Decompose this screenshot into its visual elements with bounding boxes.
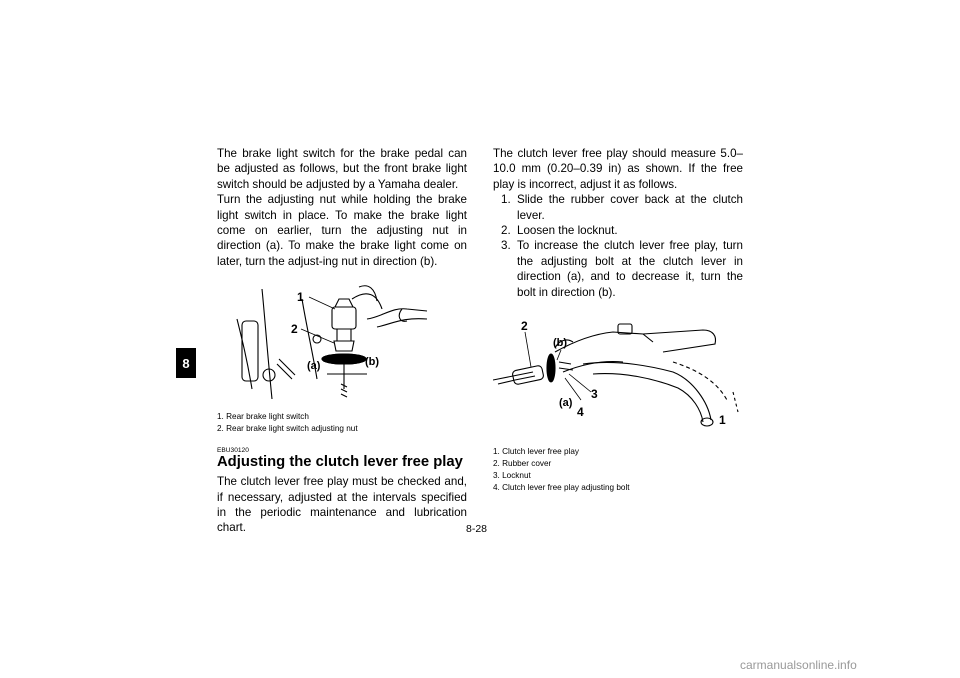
- step-text: To increase the clutch lever free play, turn the adjusting bolt at the clutch lever in direction (a), and to decrease it, turn the bolt in direction (b).: [517, 239, 743, 299]
- chapter-tab: 8: [176, 348, 196, 378]
- brake-figure-captions: [217, 411, 467, 435]
- step-number: 2.: [501, 224, 511, 238]
- clutch-figure-captions: [493, 446, 743, 494]
- figure-label-a: (a): [559, 397, 573, 410]
- figure-label-a: (a): [307, 360, 321, 373]
- step-number: 1.: [501, 193, 511, 207]
- caption-item: 1. Rear brake light switch: [217, 412, 309, 422]
- figure-label-2: 2: [291, 322, 298, 337]
- brake-intro-paragraph: The brake light switch for the brake pedal can be adjusted as follows, but the front brake light switch should be adjusted by a Yamaha dealer.: [217, 147, 467, 191]
- clutch-lever-illustration: [493, 312, 743, 440]
- section-code: EBU30120: [217, 447, 249, 455]
- figure-label-b: (b): [365, 356, 380, 369]
- brake-adjust-paragraph: Turn the adjusting nut while holding the brake light switch in place. To make the brake light come on earlier, turn the adjusting nut in direction (a). To make the brake light come on later, turn the adjust-ing nut in direction (b).: [217, 193, 467, 268]
- step-text: Slide the rubber cover back at the clutch lever.: [517, 193, 743, 222]
- page-number: 8-28: [466, 523, 488, 535]
- figure-label-1: 1: [719, 413, 726, 428]
- caption-item: 1. Clutch lever free play: [493, 447, 580, 457]
- brake-light-switch-illustration: [217, 279, 467, 405]
- clutch-steps: [493, 192, 743, 300]
- clutch-intro-paragraph: The clutch lever free play must be checked and, if necessary, adjusted at the intervals specified in the periodic maintenance and lubrication chart.: [217, 475, 467, 535]
- step-number: 3.: [501, 239, 511, 253]
- caption-item: 4. Clutch lever free play adjusting bolt: [493, 483, 630, 493]
- brake-light-switch-figure: [217, 279, 467, 405]
- clutch-spec-paragraph: The clutch lever free play should measure 5.0–10.0 mm (0.20–0.39 in) as shown. If the free play is incorrect, adjust it as follows.: [493, 147, 743, 191]
- caption-item: 2. Rear brake light switch adjusting nut: [217, 424, 358, 434]
- step-item: [493, 223, 743, 238]
- figure-label-1: 1: [297, 290, 304, 305]
- figure-label-b: (b): [553, 337, 568, 350]
- figure-label-4: 4: [577, 405, 584, 420]
- caption-item: 2. Rubber cover: [493, 459, 552, 469]
- step-item: [493, 192, 743, 223]
- section-heading: Adjusting the clutch lever free play: [217, 454, 463, 471]
- figure-label-3: 3: [591, 387, 598, 402]
- step-item: [493, 238, 743, 300]
- watermark: carmanualsonline.info: [740, 658, 857, 672]
- right-column: [493, 146, 743, 494]
- caption-item: 3. Locknut: [493, 471, 531, 481]
- figure-label-2: 2: [521, 319, 528, 334]
- left-column: [217, 146, 467, 536]
- clutch-lever-figure: [493, 312, 743, 440]
- step-text: Loosen the locknut.: [517, 224, 618, 238]
